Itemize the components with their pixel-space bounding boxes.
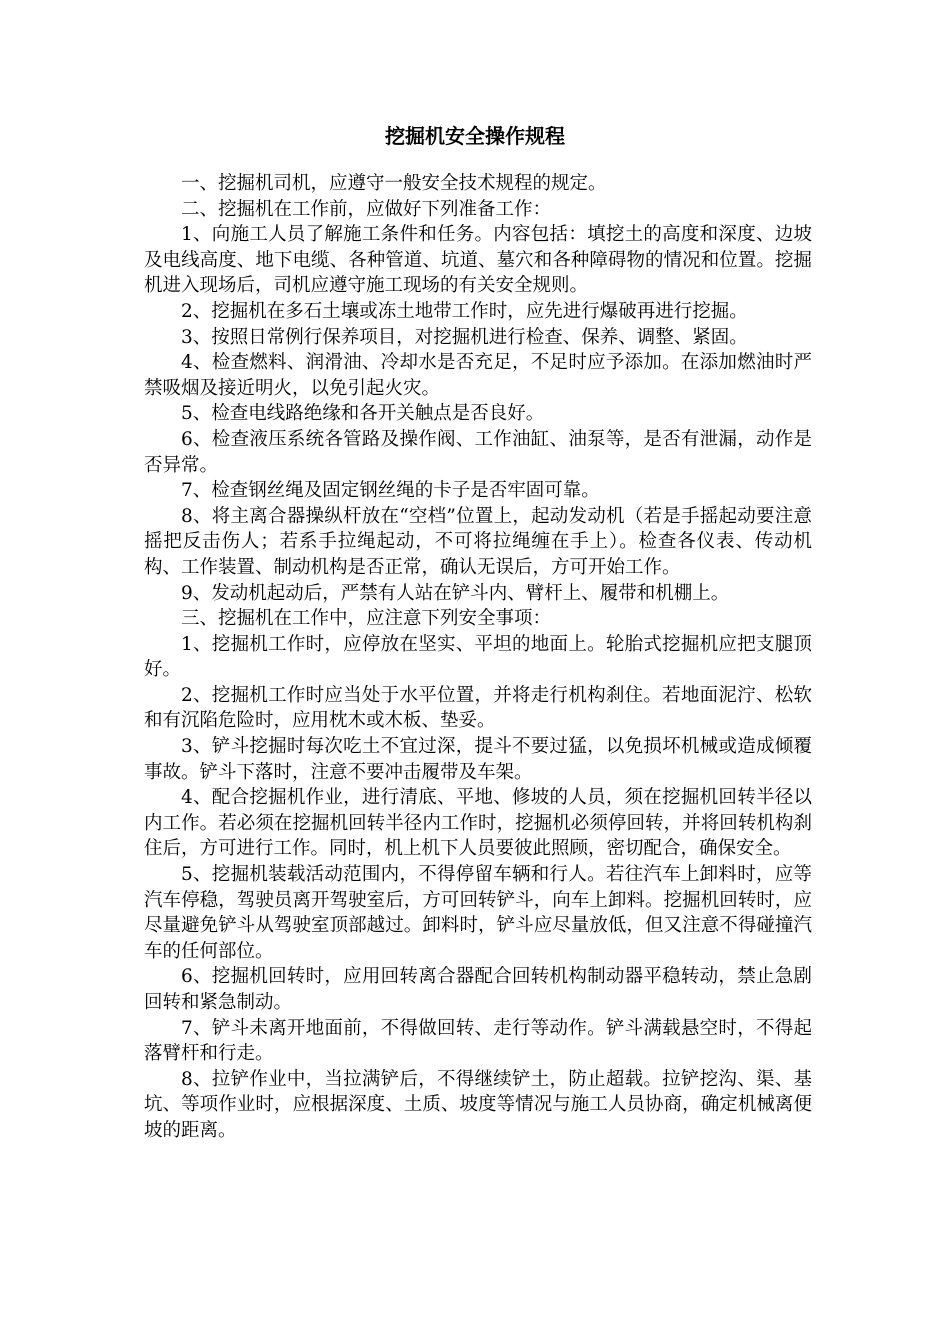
paragraph: 1、挖掘机工作时，应停放在坚实、平坦的地面上。轮胎式挖掘机应把支腿顶好。 [144,633,812,681]
paragraph: 6、检查液压系统各管路及操作阀、工作油缸、油泵等，是否有泄漏，动作是否异常。 [144,428,812,476]
document-body [144,171,812,1144]
paragraph: 三、挖掘机在工作中，应注意下列安全事项： [181,608,552,630]
paragraph: 5、挖掘机装载活动范围内，不得停留车辆和行人。若往汽车上卸料时，应等汽车停稳，驾驶员离开驾驶室后，方可回转铲斗，向车上卸料。挖掘机回转时，应尽量避免铲斗从驾驶室顶部越过。卸料时，铲斗应尽量放低，但又注意不得碰撞汽车的任何部位。 [144,864,812,962]
paragraph: 9、发动机起动后，严禁有人站在铲斗内、臂杆上、履带和机棚上。 [181,582,730,604]
paragraph: 4、检查燃料、润滑油、冷却水是否充足，不足时应予添加。在添加燃油时严禁吸烟及接近明火，以免引起火灾。 [144,352,812,399]
document-title: 挖掘机安全操作规程 [385,124,565,148]
paragraph: 7、铲斗未离开地面前，不得做回转、走行等动作。铲斗满载悬空时，不得起落臂杆和行走。 [144,1017,812,1065]
paragraph: 3、按照日常例行保养项目，对挖掘机进行检查、保养、调整、紧固。 [181,326,748,348]
paragraph: 8、将主离合器操纵杆放在“空档”位置上，起动发动机（若是手摇起动要注意摇把反击伤人；若系手拉绳起动，不可将拉绳缠在手上）。检查各仪表、传动机构、工作装置、制动机构是否正常，确认无误后，方可开始工作。 [144,505,812,578]
paragraph: 4、配合挖掘机作业，进行清底、平地、修坡的人员，须在挖掘机回转半径以内工作。若必须在挖掘机回转半径内工作时，挖掘机必须停回转，并将回转机构刹住后，方可进行工作。同时，机上机下人员要彼此照顾，密切配合，确保安全。 [144,787,812,860]
paragraph: 5、检查电线路绝缘和各开关触点是否良好。 [181,403,545,425]
paragraph: 8、拉铲作业中，当拉满铲后，不得继续铲土，防止超载。拉铲挖沟、渠、基坑、等项作业时，应根据深度、土质、坡度等情况与施工人员协商，确定机械离便坡的距离。 [144,1068,812,1141]
paragraph: 2、挖掘机工作时应当处于水平位置，并将走行机构刹住。若地面泥泞、松软和有沉陷危险时，应用枕木或木板、垫妥。 [144,684,812,732]
paragraph: 3、铲斗挖掘时每次吃土不宜过深，提斗不要过猛，以免损坏机械或造成倾覆事故。铲斗下落时，注意不要冲击履带及车架。 [144,736,812,783]
paragraph: 二、挖掘机在工作前，应做好下列准备工作： [181,198,552,220]
paragraph: 一、挖掘机司机，应遵守一般安全技术规程的规定。 [181,173,607,194]
paragraph: 1、向施工人员了解施工条件和任务。内容包括：填挖土的高度和深度、边坡及电线高度、地下电缆、各种管道、坑道、墓穴和各种障碍物的情况和位置。挖掘机进入现场后，司机应遵守施工现场的有关安全规则。 [144,224,812,297]
paragraph: 7、检查钢丝绳及固定钢丝绳的卡子是否牢固可靠。 [181,480,600,502]
paragraph: 2、挖掘机在多石土壤或冻土地带工作时，应先进行爆破再进行挖掘。 [181,300,748,322]
paragraph: 6、挖掘机回转时，应用回转离合器配合回转机构制动器平稳转动，禁止急剧回转和紧急制动。 [144,966,812,1013]
